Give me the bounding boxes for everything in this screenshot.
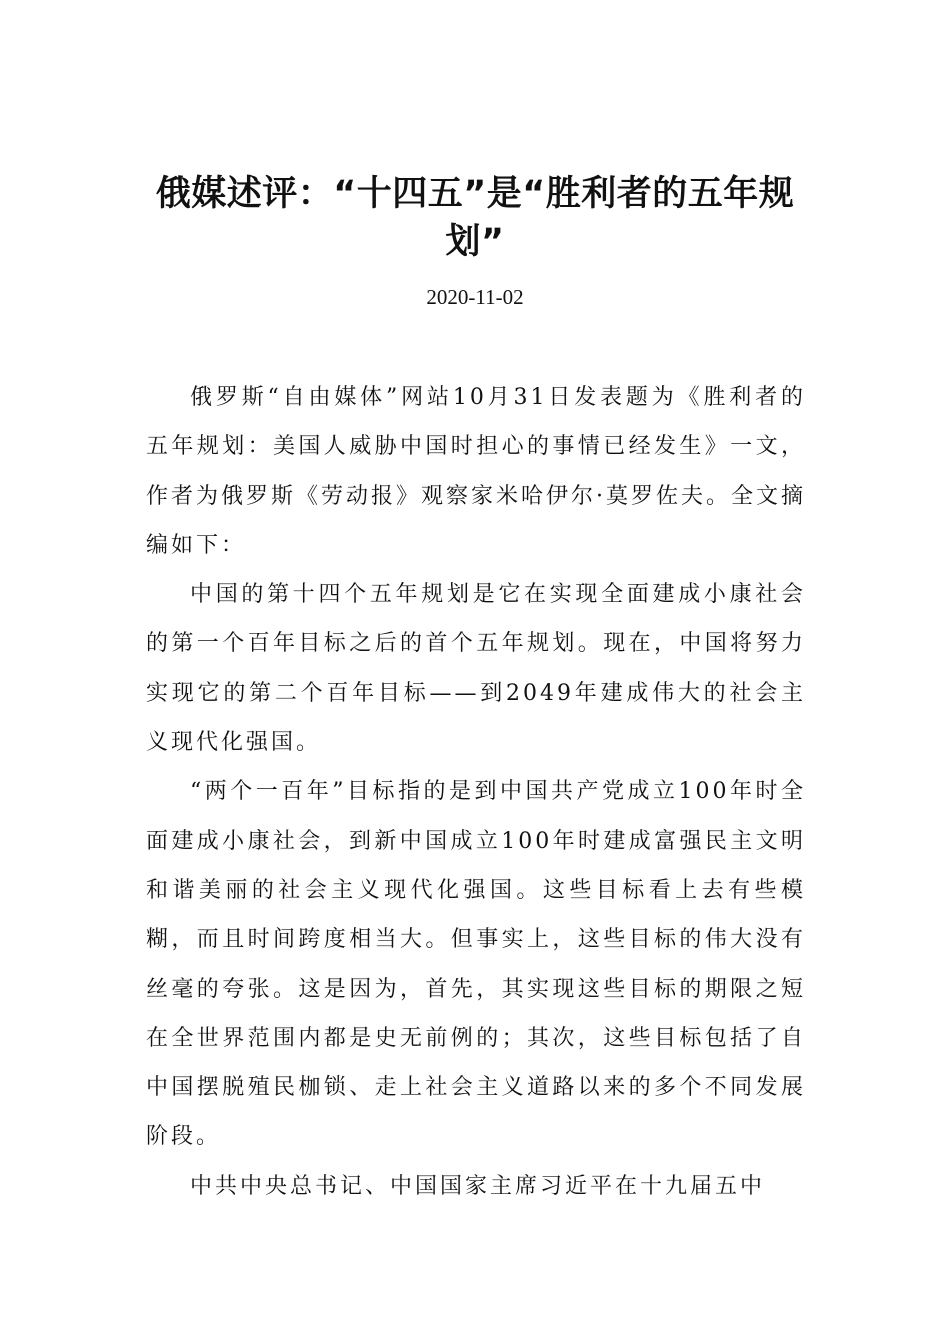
article-date: 2020-11-02 [426,285,524,309]
paragraph-1: 俄罗斯“自由媒体”网站10月31日发表题为《胜利者的五年规划：美国人威胁中国时担心的事情已经发生》一文，作者为俄罗斯《劳动报》观察家米哈伊尔·莫罗佐夫。全文摘编如下： [146,385,806,558]
article-title: 俄媒述评：“十四五”是“胜利者的五年规划” [155,174,795,262]
paragraph-4: 中共中央总书记、中国国家主席习近平在十九届五中 [190,1173,766,1199]
paragraph-3: “两个一百年”目标指的是到中国共产党成立100年时全面建成小康社会，到新中国成立100年时建成富强民主文明和谐美丽的社会主义现代化强国。这些目标看上去有些模糊，而且时间跨度相当大。但事实上，这些目标的伟大没有丝毫的夸张。这是因为，首先，其实现这些目标的期限之短在全世界范围内都是史无前例的；其次，这些目标包括了自中国摆脱殖民枷锁、走上社会主义道路以来的多个不同发展阶段。 [146,779,806,1150]
article-body [146,373,806,1211]
paragraph-2: 中国的第十四个五年规划是它在实现全面建成小康社会的第一个百年目标之后的首个五年规划。现在，中国将努力实现它的第二个百年目标——到2049年建成伟大的社会主义现代化强国。 [146,582,806,756]
